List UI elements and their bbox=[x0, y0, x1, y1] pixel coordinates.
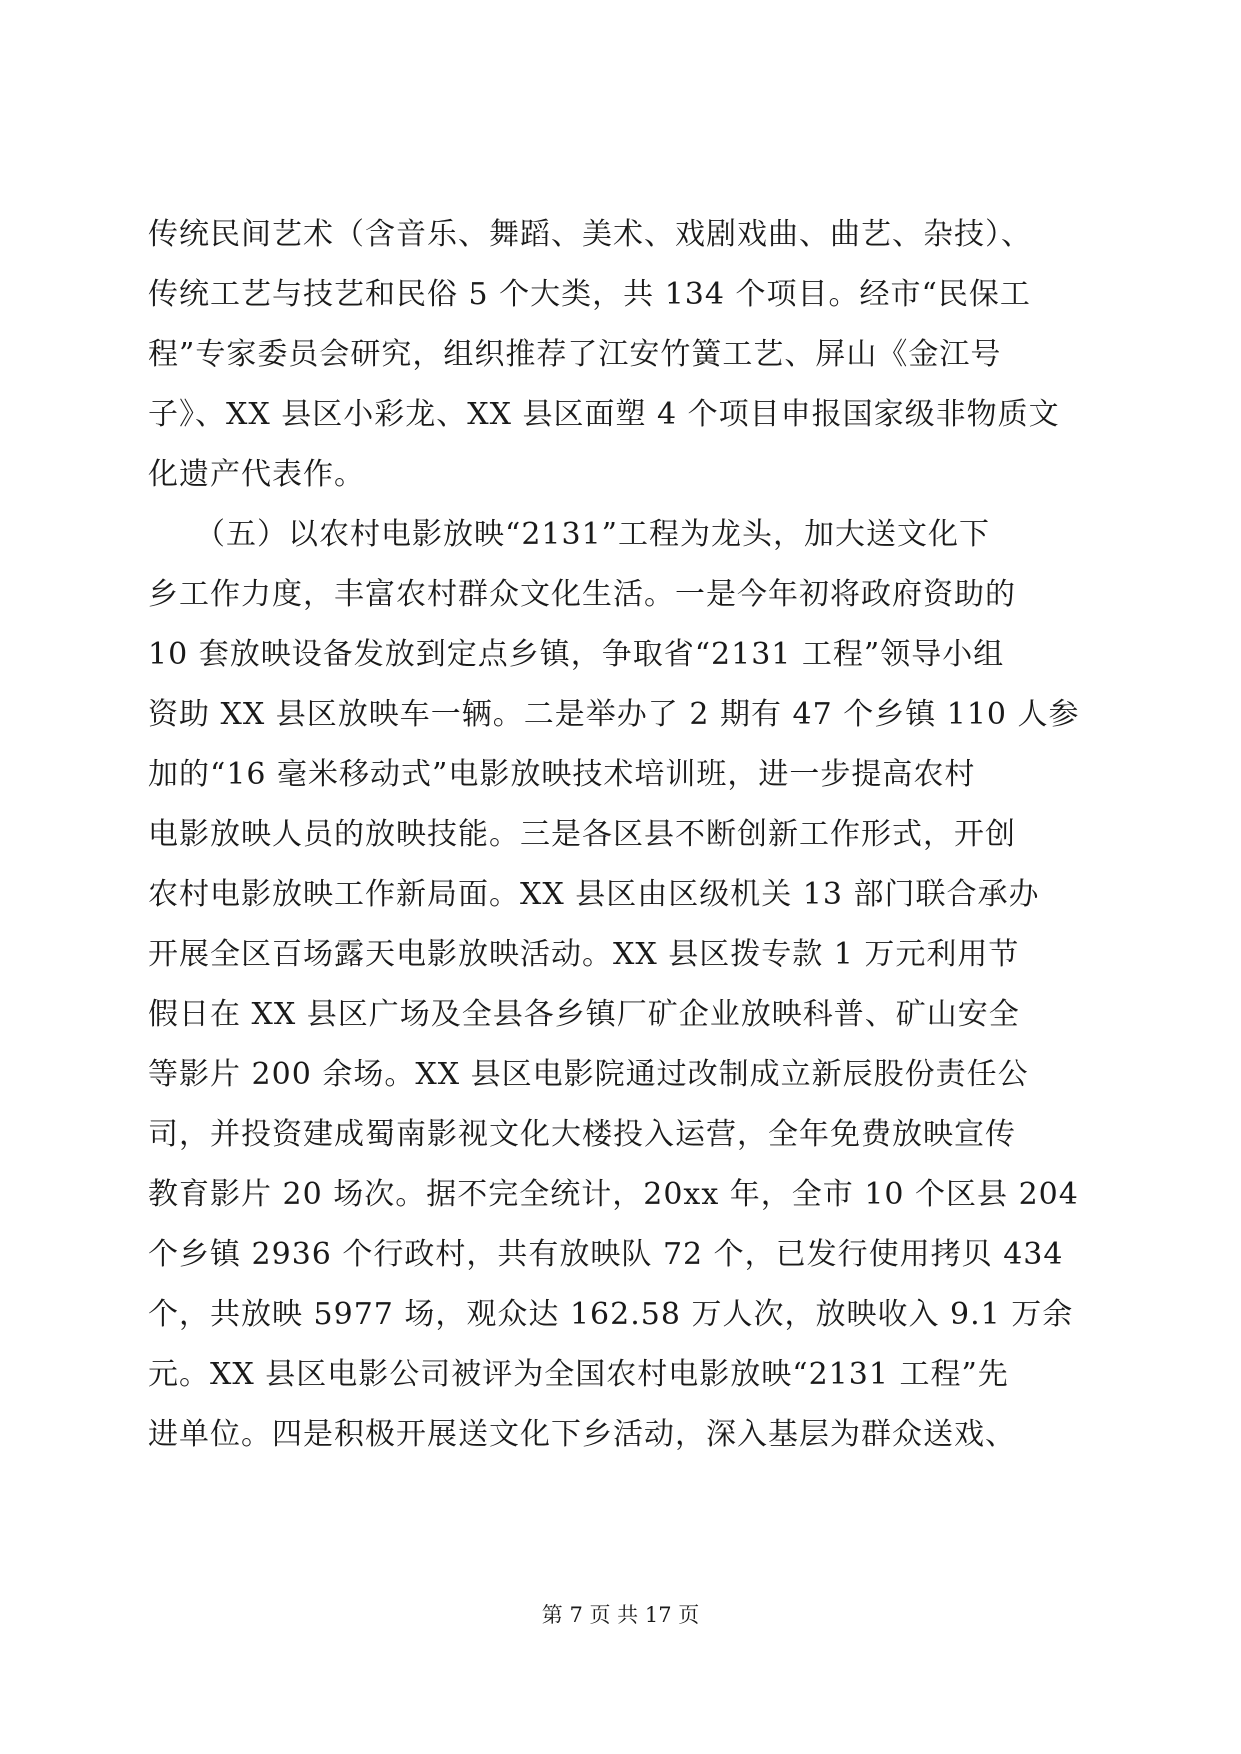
text-line: 传统工艺与技艺和民俗 5 个大类，共 134 个项目。经市“民保工 bbox=[148, 277, 1031, 312]
text-line: 农村电影放映工作新局面。XX 县区由区级机关 13 部门联合承办 bbox=[148, 877, 1040, 912]
text-line: 个，共放映 5977 场，观众达 162.58 万人次，放映收入 9.1 万余 bbox=[148, 1297, 1074, 1332]
text-line: 教育影片 20 场次。据不完全统计，20xx 年，全市 10 个区县 204 bbox=[148, 1177, 1079, 1212]
text-line: 化遗产代表作。 bbox=[148, 457, 365, 492]
text-line: 电影放映人员的放映技能。三是各区县不断创新工作形式，开创 bbox=[148, 817, 1016, 852]
text-line: 司，并投资建成蜀南影视文化大楼投入运营，全年免费放映宣传 bbox=[148, 1117, 1016, 1152]
text-line: 乡工作力度，丰富农村群众文化生活。一是今年初将政府资助的 bbox=[148, 577, 1016, 612]
body-text bbox=[148, 205, 1088, 1465]
text-line: （五）以农村电影放映“2131”工程为龙头，加大送文化下 bbox=[148, 517, 991, 552]
text-line: 传统民间艺术（含音乐、舞蹈、美术、戏剧戏曲、曲艺、杂技）、 bbox=[148, 217, 1032, 252]
text-line: 等影片 200 余场。XX 县区电影院通过改制成立新辰股份责任公 bbox=[148, 1057, 1029, 1092]
text-line: 加的“16 毫米移动式”电影放映技术培训班，进一步提高农村 bbox=[148, 757, 976, 792]
page-number-footer: 第 7 页 共 17 页 bbox=[541, 1603, 700, 1627]
text-line: 进单位。四是积极开展送文化下乡活动，深入基层为群众送戏、 bbox=[148, 1417, 1016, 1452]
text-line: 假日在 XX 县区广场及全县各乡镇厂矿企业放映科普、矿山安全 bbox=[148, 997, 1020, 1032]
text-line: 程”专家委员会研究，组织推荐了江安竹簧工艺、屏山《金江号 bbox=[148, 337, 1002, 372]
text-line: 元。XX 县区电影公司被评为全国农村电影放映“2131 工程”先 bbox=[148, 1357, 1009, 1392]
text-line: 个乡镇 2936 个行政村，共有放映队 72 个，已发行使用拷贝 434 bbox=[148, 1237, 1064, 1272]
text-line: 子》、XX 县区小彩龙、XX 县区面塑 4 个项目申报国家级非物质文 bbox=[148, 397, 1060, 432]
text-line: 资助 XX 县区放映车一辆。二是举办了 2 期有 47 个乡镇 110 人参 bbox=[148, 697, 1080, 732]
text-line: 10 套放映设备发放到定点乡镇，争取省“2131 工程”领导小组 bbox=[148, 637, 1005, 672]
text-line: 开展全区百场露天电影放映活动。XX 县区拨专款 1 万元利用节 bbox=[148, 937, 1020, 972]
